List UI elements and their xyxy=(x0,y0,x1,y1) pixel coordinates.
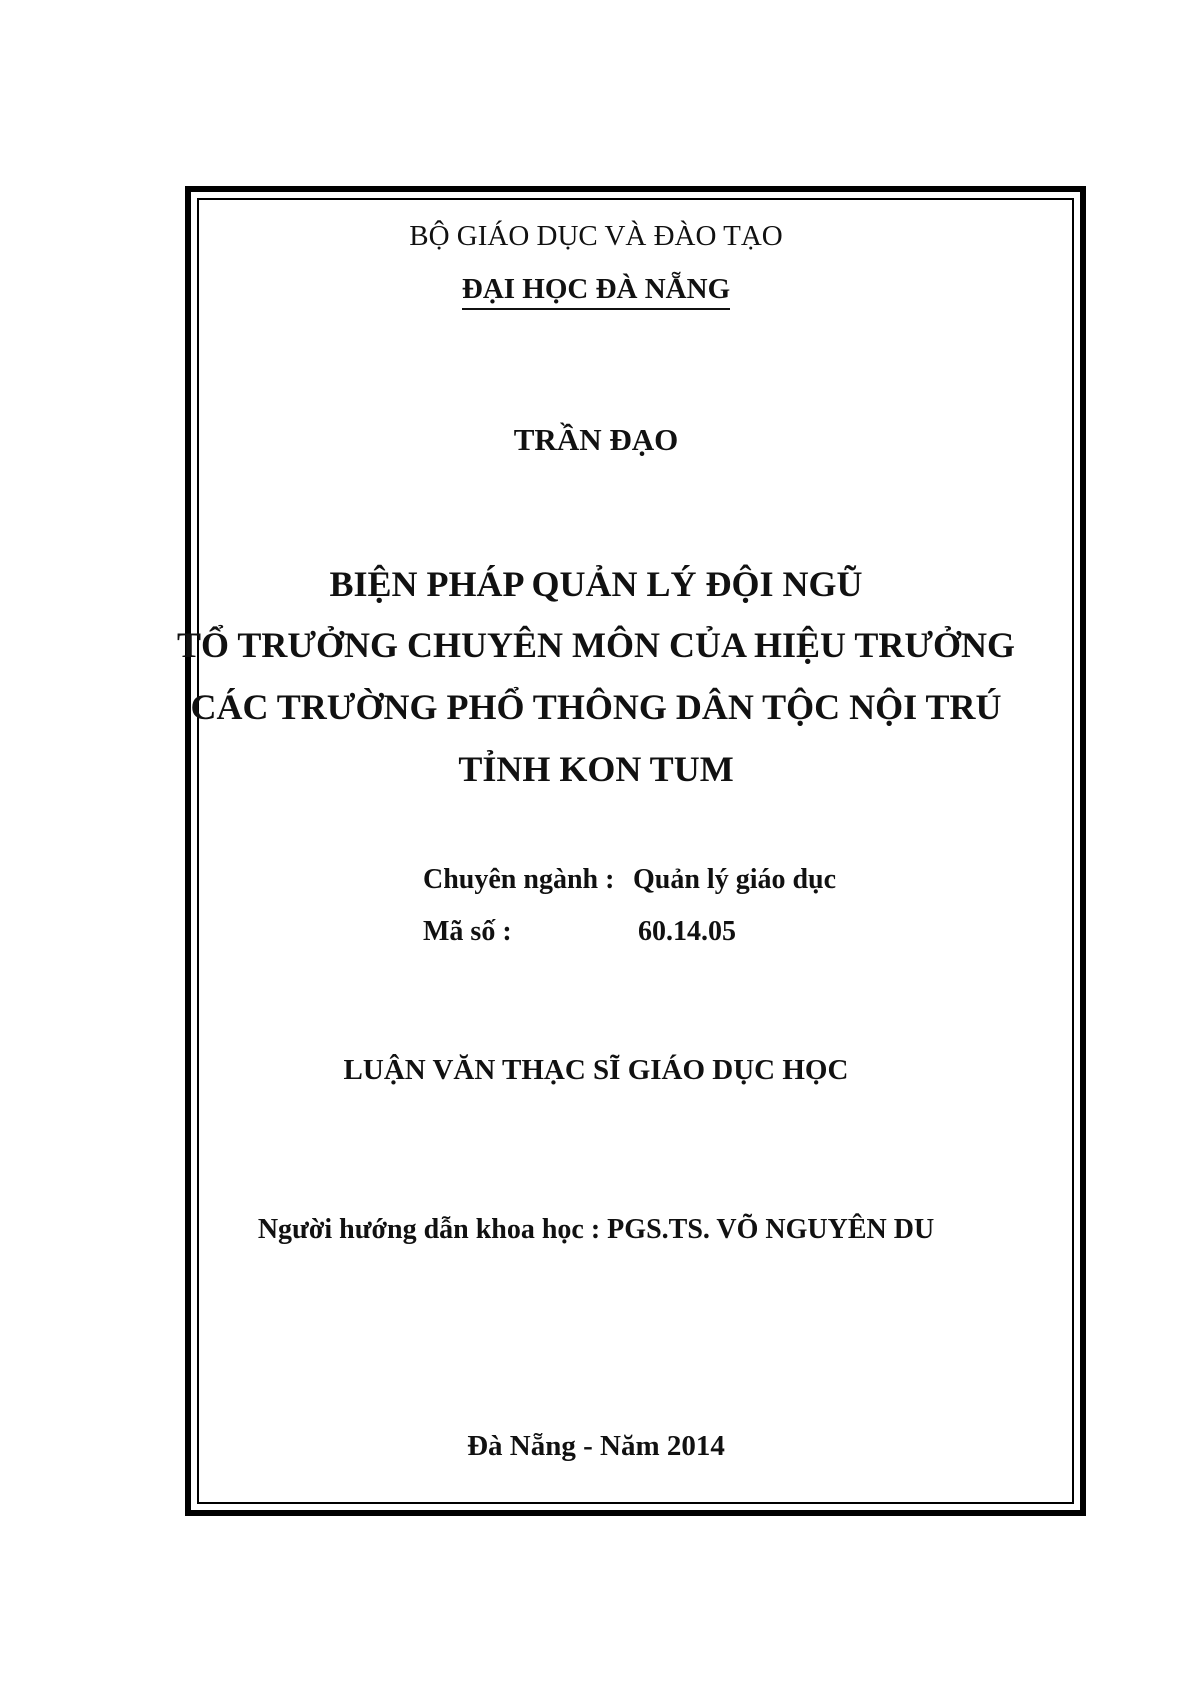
ministry-name: BỘ GIÁO DỤC VÀ ĐÀO TẠO xyxy=(409,220,783,252)
university-name-text: ĐẠI HỌC ĐÀ NẴNG xyxy=(462,273,730,310)
code-label: Mã số : xyxy=(423,916,512,947)
degree-title: LUẬN VĂN THẠC SĨ GIÁO DỤC HỌC xyxy=(343,1054,849,1086)
place-and-year: Đà Nẵng - Năm 2014 xyxy=(467,1430,725,1462)
thesis-title-line-1: BIỆN PHÁP QUẢN LÝ ĐỘI NGŨ xyxy=(329,564,863,604)
page-border-inner xyxy=(197,198,1074,1504)
author-name: TRẦN ĐẠO xyxy=(513,422,679,457)
advisor-line: Người hướng dẫn khoa học : PGS.TS. VÕ NGUYÊN DU xyxy=(257,1214,935,1245)
code-value: 60.14.05 xyxy=(638,916,736,947)
university-name xyxy=(0,273,1192,310)
thesis-title-line-4: TỈNH KON TUM xyxy=(458,749,734,789)
thesis-title-line-2: TỔ TRƯỞNG CHUYÊN MÔN CỦA HIỆU TRƯỞNG xyxy=(176,625,1016,665)
specialization-value: Quản lý giáo dục xyxy=(633,864,837,895)
specialization-label: Chuyên ngành : xyxy=(423,864,615,895)
page-border-outer xyxy=(185,186,1086,1516)
thesis-title-line-3: CÁC TRƯỜNG PHỔ THÔNG DÂN TỘC NỘI TRÚ xyxy=(190,687,1002,727)
